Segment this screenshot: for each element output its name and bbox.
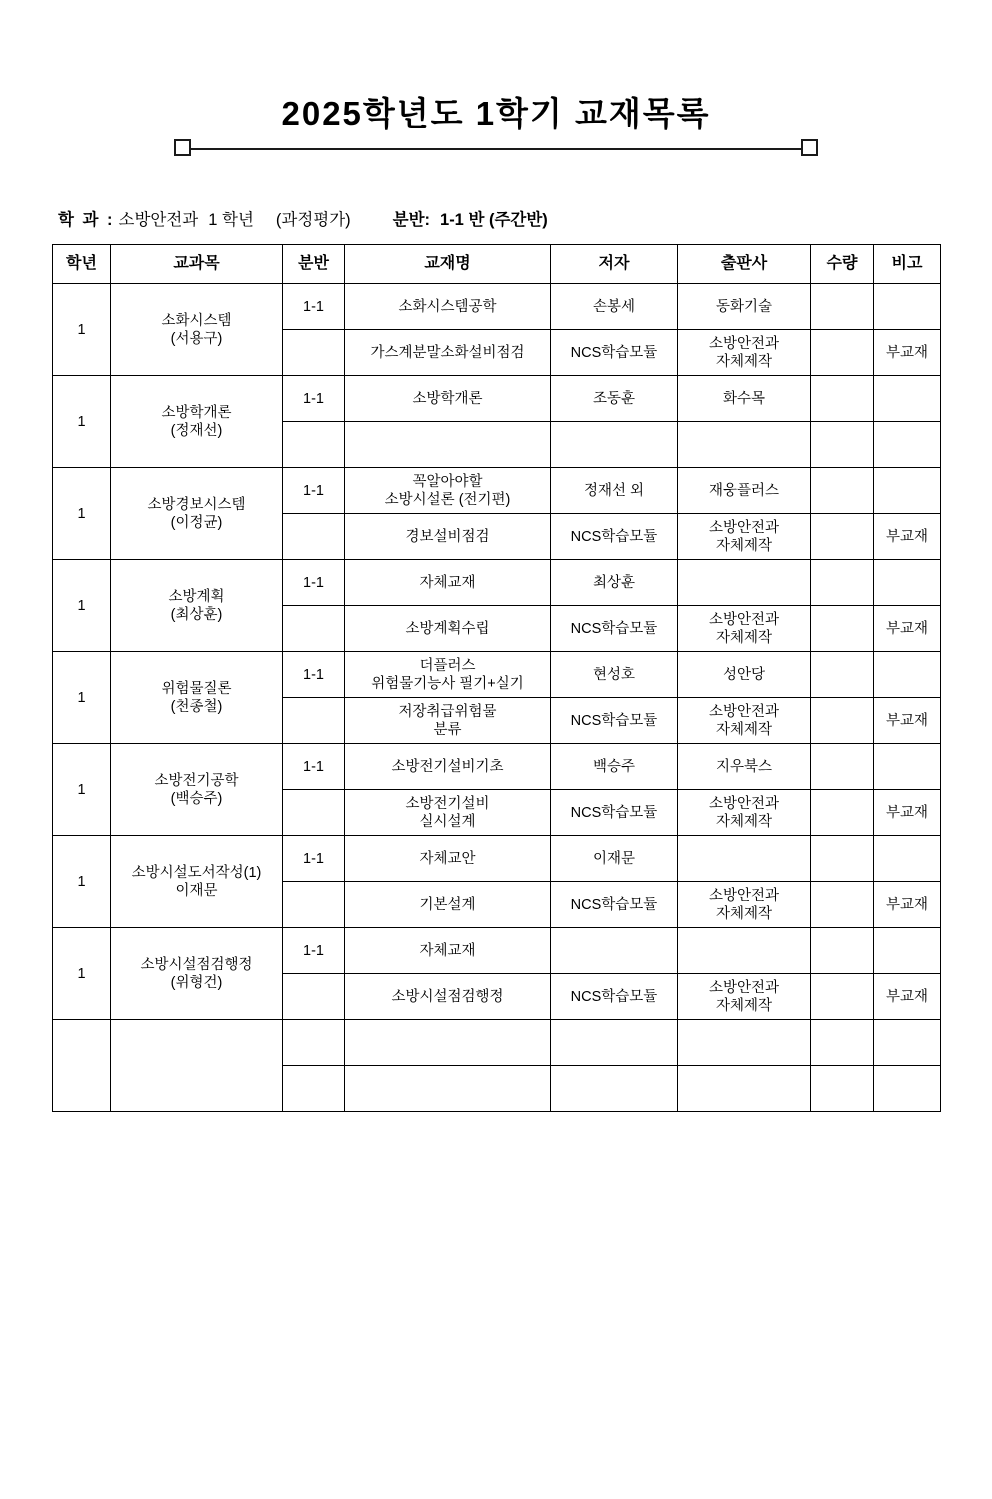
course-name: 소방전기공학 xyxy=(154,772,239,789)
cell-author xyxy=(551,928,678,974)
cell-book: 저장취급위험물 분류 xyxy=(345,698,551,744)
cell-quantity xyxy=(811,1066,874,1112)
department-value: 소방안전과 xyxy=(118,211,199,230)
cell-author: 백승주 xyxy=(551,744,678,790)
cell-author: NCS학습모듈 xyxy=(551,698,678,744)
cell-quantity xyxy=(811,606,874,652)
title-block xyxy=(52,96,940,162)
cell-book: 자체교재 xyxy=(345,560,551,606)
cell-course xyxy=(111,928,283,1020)
cell-note xyxy=(874,744,941,790)
cell-author: 손봉세 xyxy=(551,284,678,330)
course-name: 소방시설점검행정 xyxy=(140,956,253,973)
table-body xyxy=(53,284,941,1112)
header-division: 분반 xyxy=(283,245,345,284)
textbook-table xyxy=(52,244,941,1112)
cell-quantity xyxy=(811,836,874,882)
course-professor: (천종철) xyxy=(170,698,223,715)
cell-book: 소방전기설비기초 xyxy=(345,744,551,790)
cell-book: 기본설계 xyxy=(345,882,551,928)
course-professor: (위형건) xyxy=(170,974,223,991)
cell-year: 1 xyxy=(53,836,111,928)
program-note: (과정평가) xyxy=(275,211,351,230)
cell-division xyxy=(283,698,345,744)
cell-note: 부교재 xyxy=(874,882,941,928)
cell-publisher xyxy=(678,1020,811,1066)
cell-course xyxy=(111,744,283,836)
cell-division: 1-1 xyxy=(283,744,345,790)
page-title: 2025학년도 1학기 교재목록 xyxy=(281,95,711,132)
cell-book: 소방학개론 xyxy=(345,376,551,422)
title-rule-cap-right xyxy=(801,139,818,156)
cell-quantity xyxy=(811,698,874,744)
cell-division: 1-1 xyxy=(283,928,345,974)
cell-quantity xyxy=(811,468,874,514)
cell-note xyxy=(874,928,941,974)
cell-quantity xyxy=(811,744,874,790)
table-row xyxy=(53,652,941,698)
cell-author: NCS학습모듈 xyxy=(551,974,678,1020)
title-rule-line xyxy=(180,148,812,150)
cell-publisher xyxy=(678,1066,811,1112)
department-label: 학 과 : xyxy=(58,211,115,230)
cell-course xyxy=(111,1020,283,1112)
cell-note xyxy=(874,284,941,330)
cell-publisher xyxy=(678,928,811,974)
cell-author: 현성호 xyxy=(551,652,678,698)
cell-book: 소화시스템공학 xyxy=(345,284,551,330)
cell-book: 자체교재 xyxy=(345,928,551,974)
cell-publisher: 소방안전과 자체제작 xyxy=(678,330,811,376)
cell-book: 가스계분말소화설비점검 xyxy=(345,330,551,376)
cell-year: 1 xyxy=(53,468,111,560)
cell-quantity xyxy=(811,928,874,974)
cell-note xyxy=(874,560,941,606)
cell-division xyxy=(283,514,345,560)
cell-author xyxy=(551,1020,678,1066)
cell-division: 1-1 xyxy=(283,284,345,330)
cell-division xyxy=(283,330,345,376)
cell-book: 경보설비점검 xyxy=(345,514,551,560)
course-professor: (최상훈) xyxy=(170,606,223,623)
cell-quantity xyxy=(811,790,874,836)
cell-publisher: 소방안전과 자체제작 xyxy=(678,790,811,836)
cell-publisher: 동화기술 xyxy=(678,284,811,330)
cell-author: NCS학습모듈 xyxy=(551,514,678,560)
class-label: 분반: xyxy=(392,211,431,230)
document-page xyxy=(0,96,992,1499)
cell-note: 부교재 xyxy=(874,514,941,560)
cell-publisher xyxy=(678,422,811,468)
cell-book: 소방계획수립 xyxy=(345,606,551,652)
table-row xyxy=(53,1020,941,1066)
grade-value: 1 학년 xyxy=(208,211,254,230)
cell-division xyxy=(283,422,345,468)
cell-note: 부교재 xyxy=(874,330,941,376)
cell-publisher: 화수목 xyxy=(678,376,811,422)
title-divider xyxy=(52,136,940,162)
cell-publisher: 소방안전과 자체제작 xyxy=(678,514,811,560)
cell-author: NCS학습모듈 xyxy=(551,882,678,928)
table-row xyxy=(53,928,941,974)
cell-publisher: 소방안전과 자체제작 xyxy=(678,974,811,1020)
cell-note xyxy=(874,468,941,514)
course-name: 소방계획 xyxy=(168,588,225,605)
cell-course xyxy=(111,376,283,468)
cell-author xyxy=(551,1066,678,1112)
cell-publisher: 소방안전과 자체제작 xyxy=(678,698,811,744)
cell-book: 꼭알아야할 소방시설론 (전기편) xyxy=(345,468,551,514)
header-book: 교재명 xyxy=(345,245,551,284)
cell-division xyxy=(283,790,345,836)
course-professor: 이재문 xyxy=(175,882,218,899)
cell-quantity xyxy=(811,422,874,468)
cell-author: 최상훈 xyxy=(551,560,678,606)
cell-author: 이재문 xyxy=(551,836,678,882)
cell-division xyxy=(283,1066,345,1112)
header-author: 저자 xyxy=(551,245,678,284)
cell-publisher xyxy=(678,560,811,606)
cell-author: NCS학습모듈 xyxy=(551,606,678,652)
cell-publisher: 성안당 xyxy=(678,652,811,698)
cell-publisher xyxy=(678,836,811,882)
cell-quantity xyxy=(811,652,874,698)
cell-division: 1-1 xyxy=(283,652,345,698)
cell-course xyxy=(111,284,283,376)
cell-note: 부교재 xyxy=(874,698,941,744)
title-rule-cap-left xyxy=(174,139,191,156)
cell-year: 1 xyxy=(53,376,111,468)
header-note: 비고 xyxy=(874,245,941,284)
meta-row xyxy=(52,206,940,230)
cell-year: 1 xyxy=(53,744,111,836)
cell-author: NCS학습모듈 xyxy=(551,330,678,376)
cell-note xyxy=(874,1066,941,1112)
cell-publisher: 재웅플러스 xyxy=(678,468,811,514)
course-name: 소방시설도서작성(1) xyxy=(131,864,262,881)
cell-division xyxy=(283,882,345,928)
cell-quantity xyxy=(811,974,874,1020)
class-value: 1-1 반 (주간반) xyxy=(440,211,548,230)
cell-author xyxy=(551,422,678,468)
cell-book xyxy=(345,422,551,468)
cell-course xyxy=(111,560,283,652)
cell-quantity xyxy=(811,284,874,330)
course-name: 위험물질론 xyxy=(161,680,232,697)
cell-note xyxy=(874,376,941,422)
header-publisher: 출판사 xyxy=(678,245,811,284)
course-name: 소화시스템 xyxy=(161,312,232,329)
cell-year: 1 xyxy=(53,652,111,744)
cell-note: 부교재 xyxy=(874,606,941,652)
cell-book: 소방시설점검행정 xyxy=(345,974,551,1020)
cell-division: 1-1 xyxy=(283,468,345,514)
course-professor: (이정균) xyxy=(170,514,223,531)
cell-year: 1 xyxy=(53,928,111,1020)
cell-division xyxy=(283,606,345,652)
course-professor: (정재선) xyxy=(170,422,223,439)
cell-publisher: 지우북스 xyxy=(678,744,811,790)
cell-note: 부교재 xyxy=(874,790,941,836)
course-professor: (백승주) xyxy=(170,790,223,807)
cell-division: 1-1 xyxy=(283,836,345,882)
cell-publisher: 소방안전과 자체제작 xyxy=(678,606,811,652)
cell-book: 자체교안 xyxy=(345,836,551,882)
table-row xyxy=(53,468,941,514)
course-name: 소방경보시스템 xyxy=(147,496,246,513)
cell-note xyxy=(874,422,941,468)
cell-note: 부교재 xyxy=(874,974,941,1020)
table-row xyxy=(53,560,941,606)
cell-course xyxy=(111,836,283,928)
cell-book: 더플러스 위험물기능사 필기+실기 xyxy=(345,652,551,698)
cell-book xyxy=(345,1066,551,1112)
course-professor: (서용구) xyxy=(170,330,223,347)
table-row xyxy=(53,836,941,882)
cell-division: 1-1 xyxy=(283,376,345,422)
cell-quantity xyxy=(811,882,874,928)
cell-note xyxy=(874,1020,941,1066)
cell-division xyxy=(283,1020,345,1066)
cell-book xyxy=(345,1020,551,1066)
cell-quantity xyxy=(811,330,874,376)
header-course: 교과목 xyxy=(111,245,283,284)
cell-quantity xyxy=(811,1020,874,1066)
table-header-row xyxy=(53,245,941,284)
table-row xyxy=(53,744,941,790)
cell-author: 조동훈 xyxy=(551,376,678,422)
cell-publisher: 소방안전과 자체제작 xyxy=(678,882,811,928)
cell-year: 1 xyxy=(53,284,111,376)
cell-book: 소방전기설비 실시설계 xyxy=(345,790,551,836)
cell-author: NCS학습모듈 xyxy=(551,790,678,836)
cell-division xyxy=(283,974,345,1020)
cell-note xyxy=(874,652,941,698)
header-quantity: 수량 xyxy=(811,245,874,284)
course-name: 소방학개론 xyxy=(161,404,232,421)
cell-course xyxy=(111,468,283,560)
cell-author: 정재선 외 xyxy=(551,468,678,514)
cell-quantity xyxy=(811,560,874,606)
cell-year: 1 xyxy=(53,560,111,652)
cell-year xyxy=(53,1020,111,1112)
cell-quantity xyxy=(811,376,874,422)
cell-quantity xyxy=(811,514,874,560)
table-row xyxy=(53,376,941,422)
header-year: 학년 xyxy=(53,245,111,284)
cell-division: 1-1 xyxy=(283,560,345,606)
table-row xyxy=(53,284,941,330)
cell-note xyxy=(874,836,941,882)
cell-course xyxy=(111,652,283,744)
